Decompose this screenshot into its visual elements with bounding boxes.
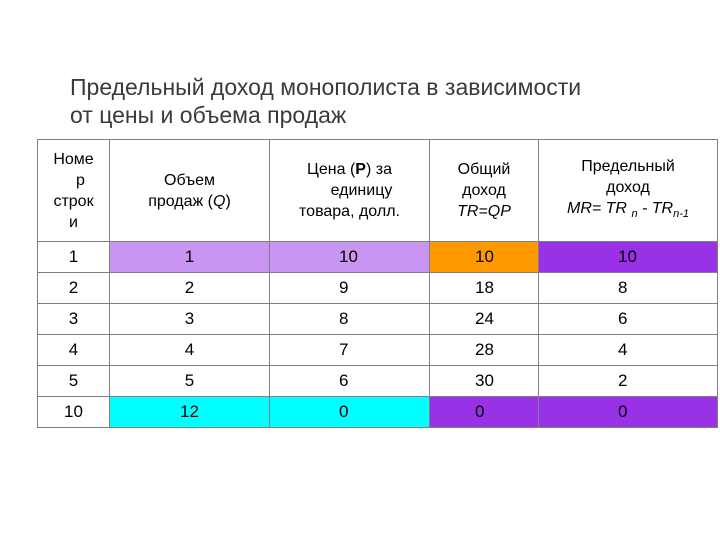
table-row bbox=[38, 335, 718, 366]
header-marginal-line-1: Предельный bbox=[581, 157, 675, 175]
header-row-number-line-1: Номе bbox=[53, 150, 94, 168]
header-price-text-b: ) за bbox=[365, 161, 392, 178]
header-total-line-2: доход bbox=[462, 182, 506, 199]
table-cell: 3 bbox=[38, 304, 110, 335]
table-cell: 24 bbox=[430, 304, 539, 335]
header-row-number bbox=[38, 140, 110, 242]
header-price-line-2: единицу bbox=[330, 182, 393, 199]
header-marginal-sub-n: n bbox=[631, 208, 638, 221]
table-cell: 5 bbox=[38, 366, 110, 397]
table-cell: 10 bbox=[430, 242, 539, 273]
header-marginal-formula-a: MR= TR bbox=[566, 199, 632, 217]
header-row bbox=[38, 140, 718, 242]
table-cell: 0 bbox=[270, 397, 430, 428]
table-cell: 10 bbox=[38, 397, 110, 428]
table-cell: 10 bbox=[270, 242, 430, 273]
table-cell: 10 bbox=[539, 242, 718, 273]
table-cell: 5 bbox=[110, 366, 270, 397]
table-cell: 4 bbox=[110, 335, 270, 366]
table-cell: 2 bbox=[110, 273, 270, 304]
table-cell: 9 bbox=[270, 273, 430, 304]
header-price-var: P bbox=[355, 161, 366, 178]
table-cell: 6 bbox=[270, 366, 430, 397]
table-row bbox=[38, 242, 718, 273]
header-row-number-line-2: р bbox=[76, 171, 85, 189]
table-cell: 6 bbox=[539, 304, 718, 335]
table-cell: 7 bbox=[270, 335, 430, 366]
slide-title bbox=[70, 73, 690, 129]
header-marginal-line-2: доход bbox=[606, 178, 650, 196]
header-total-formula-text: TR=QP bbox=[457, 203, 511, 220]
header-marginal-formula-b: - TR bbox=[637, 199, 674, 217]
title-line-1: Предельный доход монополиста в зависимости bbox=[70, 74, 582, 100]
table-cell: 1 bbox=[38, 242, 110, 273]
table-cell: 8 bbox=[270, 304, 430, 335]
table-cell: 12 bbox=[110, 397, 270, 428]
revenue-table bbox=[37, 139, 718, 428]
table-row bbox=[38, 397, 718, 428]
title-line-2: от цены и объема продаж bbox=[70, 102, 347, 128]
table-cell: 18 bbox=[430, 273, 539, 304]
table-cell: 3 bbox=[110, 304, 270, 335]
table-row bbox=[38, 304, 718, 335]
table-cell: 1 bbox=[110, 242, 270, 273]
header-row-number-line-3: строк bbox=[53, 192, 94, 210]
header-price bbox=[270, 140, 430, 242]
header-total-line-1: Общий bbox=[457, 161, 511, 178]
header-price-text-a: Цена ( bbox=[307, 161, 356, 178]
table-cell: 8 bbox=[539, 273, 718, 304]
table-row bbox=[38, 273, 718, 304]
table-cell: 2 bbox=[539, 366, 718, 397]
header-quantity-line-2 bbox=[110, 191, 269, 212]
header-total-revenue bbox=[430, 140, 539, 242]
header-quantity bbox=[110, 140, 270, 242]
header-marginal-revenue bbox=[539, 140, 718, 242]
header-marginal-formula bbox=[539, 198, 717, 225]
table-cell: 28 bbox=[430, 335, 539, 366]
header-price-line-3: товара, долл. bbox=[299, 203, 400, 220]
table-cell: 0 bbox=[430, 397, 539, 428]
header-quantity-text: продаж ( bbox=[148, 192, 214, 210]
header-row-number-line-4: и bbox=[69, 213, 78, 231]
table-cell: 4 bbox=[38, 335, 110, 366]
table-row bbox=[38, 366, 718, 397]
table-cell: 30 bbox=[430, 366, 539, 397]
table-cell: 0 bbox=[539, 397, 718, 428]
table-cell: 2 bbox=[38, 273, 110, 304]
header-quantity-var: Q bbox=[213, 192, 226, 210]
header-quantity-end: ) bbox=[225, 192, 231, 210]
header-total-formula bbox=[430, 201, 538, 222]
header-price-line-1 bbox=[270, 159, 429, 180]
header-quantity-line-1: Объем bbox=[164, 171, 215, 189]
table-cell: 4 bbox=[539, 335, 718, 366]
header-marginal-sub-n1: n-1 bbox=[673, 208, 690, 221]
